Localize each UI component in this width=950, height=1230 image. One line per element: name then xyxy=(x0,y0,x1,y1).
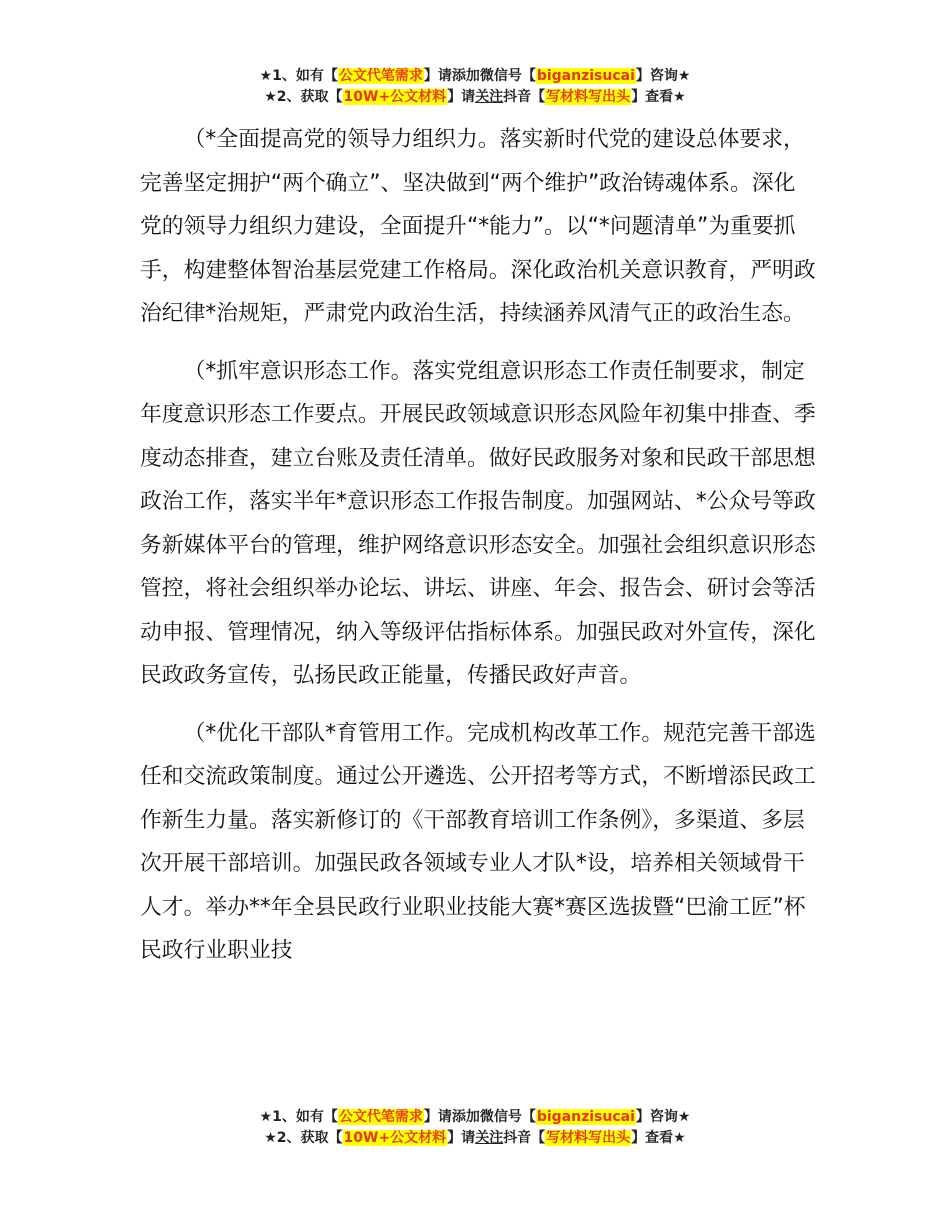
highlight-materials: 10W+公文材料 xyxy=(343,1130,447,1146)
highlight-writing-service: 公文代笔需求 xyxy=(338,1109,423,1125)
paragraph-party-leadership: （*全面提高党的领导力组织力。落实新时代党的建设总体要求，完善坚定拥护“两个确立”、坚决做到“两个维护”政治铸魂体系。深化党的领导力组织力建设，全面提升“*能力”。以“*问题清单”为重要抓手，构建整体智治基层党建工作格局。深化政治机关意识教育，严明政治纪律*治规矩，严肃党内政治生活，持续涵养风清气正的政治生态。 xyxy=(140,127,816,326)
banner-line-1: ★1、如有【公文代笔需求】请添加微信号【biganzisucai】咨询★ xyxy=(259,1109,691,1125)
footer-banner xyxy=(0,1107,950,1149)
highlight-douyin-account: 写材料写出头 xyxy=(546,89,631,105)
highlight-wechat-id: biganzisucai xyxy=(536,1109,635,1125)
paragraph-cadre-team: （*优化干部队*育管用工作。完成机构改革工作。规范完善干部选任和交流政策制度。通过公开遴选、公开招考等方式，不断增添民政工作新生力量。落实新修订的《干部教育培训工作条例》，多渠道、多层次开展干部培训。加强民政各领域专业人才队*设，培养相关领域骨干人才。举办**年全县民政行业职业技能大赛*赛区选拔暨“巴渝工匠”杯民政行业职业技 xyxy=(140,720,816,963)
document-body xyxy=(140,118,816,987)
banner-line-2: ★2、获取【10W+公文材料】请关注抖音【写材料写出头】查看★ xyxy=(264,89,686,105)
highlight-wechat-id: biganzisucai xyxy=(536,68,635,84)
banner-line-2: ★2、获取【10W+公文材料】请关注抖音【写材料写出头】查看★ xyxy=(264,1130,686,1146)
paragraph-ideology-work: （*抓牢意识形态工作。落实党组意识形态工作责任制要求，制定年度意识形态工作要点。开展民政领域意识形态风险年初集中排查、季度动态排查，建立台账及责任清单。做好民政服务对象和民政干部思想政治工作，落实半年*意识形态工作报告制度。加强网站、*公众号等政务新媒体平台的管理，维护网络意识形态安全。加强社会组织意识形态管控，将社会组织举办论坛、讲坛、讲座、年会、报告会、研讨会等活动申报、管理情况，纳入等级评估指标体系。加强民政对外宣传，深化民政政务宣传，弘扬民政正能量，传播民政好声音。 xyxy=(140,358,816,688)
header-banner xyxy=(0,66,950,108)
highlight-materials: 10W+公文材料 xyxy=(343,89,447,105)
highlight-writing-service: 公文代笔需求 xyxy=(338,68,423,84)
banner-line-1: ★1、如有【公文代笔需求】请添加微信号【biganzisucai】咨询★ xyxy=(259,68,691,84)
highlight-douyin-account: 写材料写出头 xyxy=(546,1130,631,1146)
